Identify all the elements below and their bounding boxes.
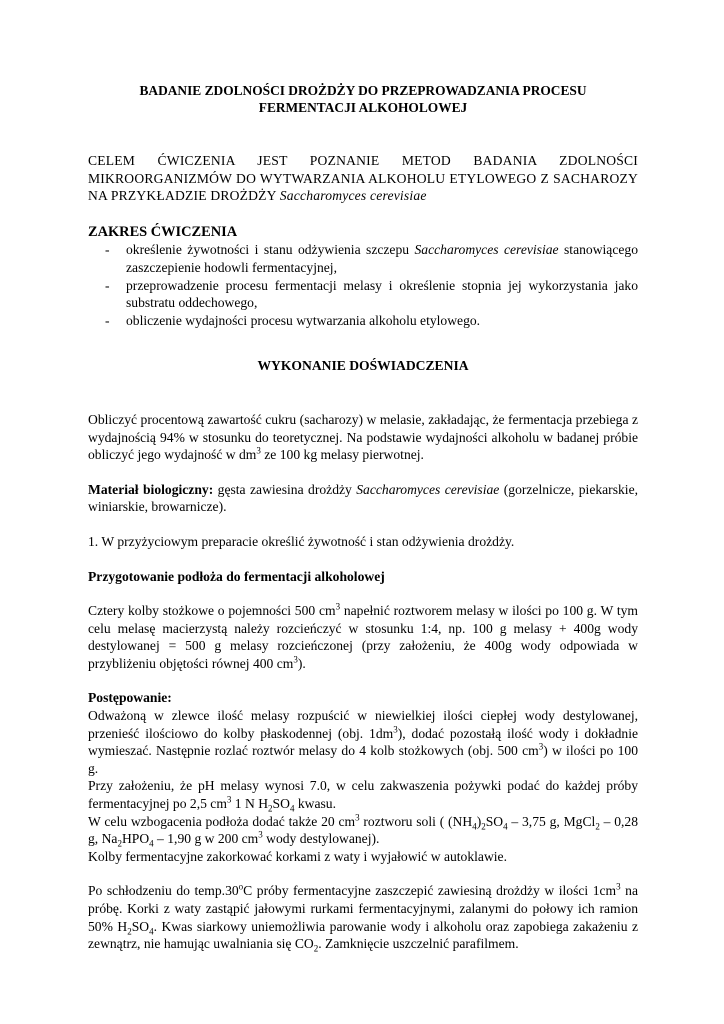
scope-list <box>88 241 638 329</box>
procedure-heading: Postępowanie: <box>88 690 172 706</box>
title-line-1: BADANIE ZDOLNOŚCI DROŻDŻY DO PRZEPROWADZANIA PROCESU <box>139 83 587 98</box>
document-title <box>88 82 638 116</box>
dash-marker: - <box>105 277 110 293</box>
execution-intro: Obliczyć procentową zawartość cukru (sacharozy) w melasie, zakładając, że fermentacja przebiega z wydajnością 94% w stosunku do teoretycznej. Na podstawie wydajności alkoholu w badanej próbie obliczyć jego wydajność w $dm^3$ ze 100 kg melasy pierwotnej. <box>88 411 638 463</box>
aim-species: Saccharomyces cerevisiae <box>279 188 427 204</box>
list-item: - określenie żywotności i stanu odżywienia szczepu Saccharomyces cerevisiae stanowiącego zaszczepienie hodowli fermentacyjnej, <box>105 242 638 275</box>
dash-marker: - <box>105 312 110 328</box>
list-item: - przeprowadzenie procesu fermentacji melasy i określenie stopnia jej wykorzystania jako substratu oddechowego, <box>105 277 638 311</box>
procedure-paragraph-2: Przy założeniu, że pH melasy wynosi 7.0, w celu zakwaszenia pożywki podać do każdej próby fermentacyjnej po 2,5 $cm^3$ 1 N $H_2SO_4$ kwasu. <box>88 778 638 814</box>
medium-paragraph: Cztery kolby stożkowe o pojemności 500 $cm^3$ napełnić roztworem melasy w ilości po 100 g. W tym celu melasę macierzystą należy rozcieńczyć w stosunku 1:4, np. 100 g melasy + 400g wody destylowanej = 500 g melasy rozcieńczonej (przy założeniu, że 400g wody odpowiada w przybliżeniu objętości równej 400 $cm^3$). <box>88 601 638 671</box>
aim-text: CELEM ĆWICZENIA JEST POZNANIE METOD BADANIA ZDOLNOŚCI MIKROORGANIZMÓW DO WYTWARZANIA ALKOHOLU ETYLOWEGO Z SACHAROZY NA PRZYKŁADZIE DROŻDŻY <box>88 153 638 204</box>
procedure-paragraph-4: Kolby fermentacyjne zakorkować korkami z waty i wyjałowić w autoklawie. <box>88 848 507 864</box>
procedure-paragraph-1: Odważoną w zlewce ilość melasy rozpuścić w niewielkiej ilości ciepłej wody destylowanej, przenieść ilościowo do kolby płaskodennej (obj. $1dm^3$), dodać pozostałą ilość wody i dokładnie wymieszać. Następnie rozlać roztwór melasy do 4 kolb stożkowych (obj. 500 $cm^3$) w ilości po 100 g. <box>88 708 639 776</box>
list-item: - obliczenie wydajności procesu wytwarzania alkoholu etylowego. <box>105 312 481 328</box>
title-line-2: FERMENTACJI ALKOHOLOWEJ <box>258 100 468 115</box>
scope-heading: ZAKRES ĆWICZENIA <box>88 223 238 240</box>
material-label: Materiał biologiczny: <box>88 481 214 497</box>
medium-heading: Przygotowanie podłoża do fermentacji alkoholowej <box>88 568 385 584</box>
cooling-paragraph: Po schłodzeniu do temp.30$^o$C próby fermentacyjne zaszczepić zawiesiną drożdży w ilości $1cm^3$ na próbę. Korki z waty zastąpić jałowymi rurkami fermentacyjnymi, zalanymi do połowy ich ramion 50% $H_2SO_4$. Kwas siarkowy uniemożliwia parowanie wody i alkoholu oraz zapobiega zakażeniu z zewnątrz, nie hamując uwalniania się $CO_2$. Zamknięcie uszczelnić parafilmem. <box>88 881 639 954</box>
dash-marker: - <box>105 242 110 258</box>
procedure-paragraph-3: W celu wzbogacenia podłoża dodać także 20 $cm^3$ roztworu soli ( $(NH_4)_2SO_4 - 3,75$ g, MgCl$_2$ – 0,28 g, $Na_2HPO_4 - 1,90$ g w 200 $cm^3$ wody destylowanej). <box>88 812 639 849</box>
material-paragraph: Materiał biologiczny: gęsta zawiesina drożdży Saccharomyces cerevisiae (gorzelnicze, piekarskie, winiarskie, browarnicze). <box>88 481 639 515</box>
step-1: 1. W przyżyciowym preparacie określić żywotność i stan odżywienia drożdży. <box>88 533 515 549</box>
document-page <box>88 82 638 953</box>
execution-heading: WYKONANIE DOŚWIADCZENIA <box>257 358 469 374</box>
aim-paragraph <box>88 152 638 205</box>
